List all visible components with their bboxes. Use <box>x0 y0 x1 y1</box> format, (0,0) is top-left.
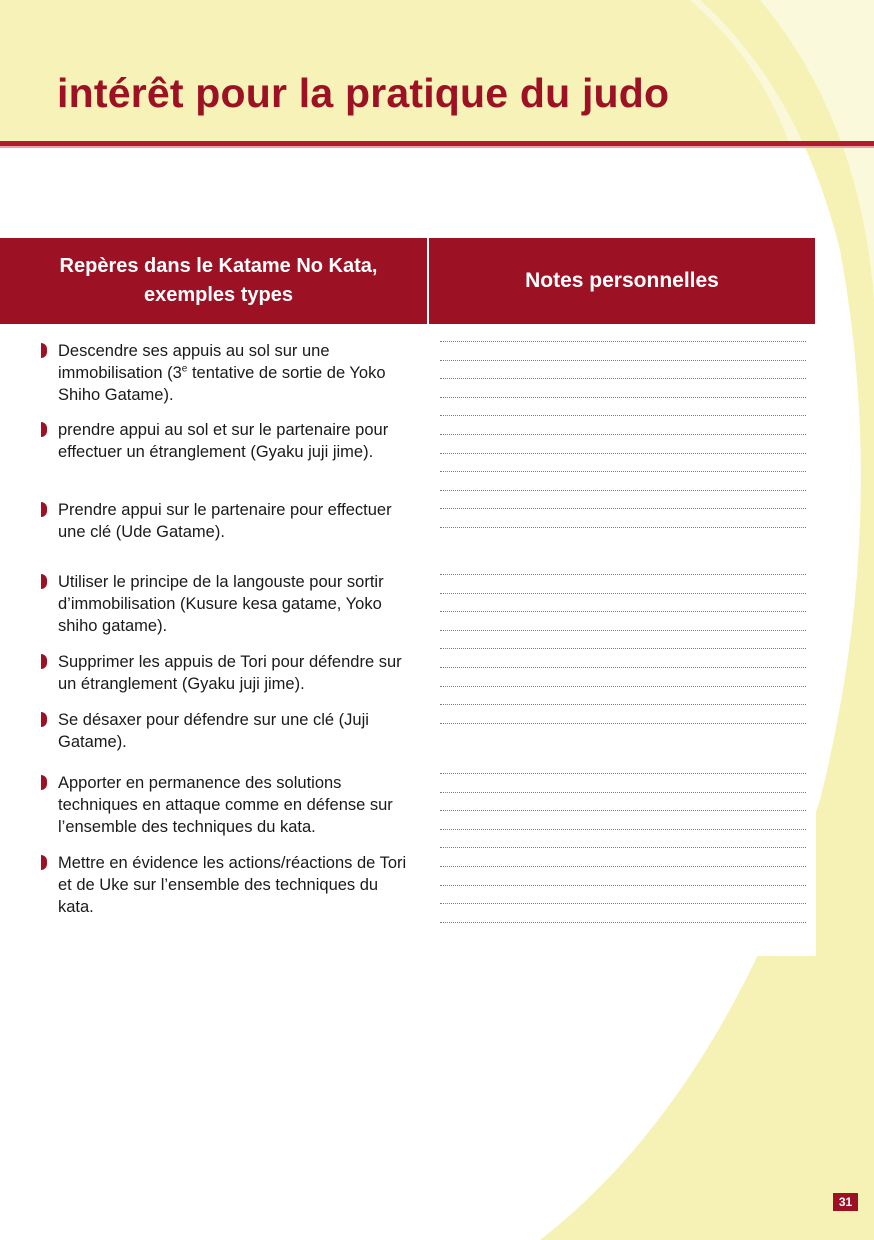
note-line <box>440 527 806 528</box>
note-line <box>440 885 806 886</box>
bullet-icon <box>41 654 47 669</box>
title-divider <box>0 141 874 146</box>
note-line <box>440 922 806 923</box>
note-line <box>440 648 806 649</box>
list-item <box>58 772 418 838</box>
list-item <box>58 571 418 637</box>
bullet-icon <box>41 422 47 437</box>
list-item <box>58 651 418 695</box>
bullet-icon <box>41 574 47 589</box>
bullet-icon <box>41 855 47 870</box>
list-item-text: Se désaxer pour défendre sur une clé (Juji Gatame). <box>58 711 369 751</box>
bullet-icon <box>41 775 47 790</box>
note-line <box>440 490 806 491</box>
note-line <box>440 704 806 705</box>
note-line <box>440 471 806 472</box>
note-line <box>440 847 806 848</box>
list-item-text: Utiliser le principe de la langouste pour sortir d’immobilisation (Kusure kesa gatame, Yoko shiho gatame). <box>58 573 384 635</box>
note-line <box>440 866 806 867</box>
list-item-text: Prendre appui sur le partenaire pour effectuer une clé (Ude Gatame). <box>58 501 392 541</box>
note-line <box>440 773 806 774</box>
note-line <box>440 378 806 379</box>
note-line <box>440 415 806 416</box>
list-item-text: Supprimer les appuis de Tori pour défendre sur un étranglement (Gyaku juji jime). <box>58 653 402 693</box>
note-line <box>440 667 806 668</box>
note-line <box>440 630 806 631</box>
list-item-text: Descendre ses appuis au sol sur une immobilisation (3 <box>58 342 330 382</box>
note-line <box>440 829 806 830</box>
note-line <box>440 686 806 687</box>
note-line <box>440 792 806 793</box>
note-line <box>440 593 806 594</box>
page-title: intérêt pour la pratique du judo <box>57 70 670 116</box>
list-item <box>58 852 418 918</box>
note-line <box>440 397 806 398</box>
ordinal-suffix: e <box>181 363 188 375</box>
note-line <box>440 723 806 724</box>
list-item-text: Apporter en permanence des solutions techniques en attaque comme en défense sur l’ensemble des techniques du kata. <box>58 774 393 836</box>
note-line <box>440 360 806 361</box>
list-item-text: prendre appui au sol et sur le partenaire pour effectuer un étranglement (Gyaku juji jime). <box>58 421 389 461</box>
note-line <box>440 434 806 435</box>
column-header-notes: Notes personnelles <box>525 269 719 292</box>
note-line <box>440 574 806 575</box>
list-item <box>58 499 418 543</box>
table-header <box>0 238 815 324</box>
note-line <box>440 611 806 612</box>
content-panel <box>0 238 816 956</box>
bullet-icon <box>41 502 47 517</box>
bullet-icon <box>41 343 47 358</box>
note-line <box>440 453 806 454</box>
list-item <box>58 709 418 753</box>
note-line <box>440 341 806 342</box>
note-line <box>440 810 806 811</box>
note-line <box>440 508 806 509</box>
column-header-reperes: Repères dans le Katame No Kata, exemples types <box>0 238 429 324</box>
note-line <box>440 903 806 904</box>
list-item <box>58 340 418 406</box>
page-number: 31 <box>833 1193 858 1211</box>
list-item-text: Mettre en évidence les actions/réactions de Tori et de Uke sur l’ensemble des techniques du kata. <box>58 854 407 916</box>
bullet-icon <box>41 712 47 727</box>
list-item <box>58 419 418 463</box>
list-item-text: tentative de sortie de Yoko Shiho Gatame). <box>58 364 386 404</box>
